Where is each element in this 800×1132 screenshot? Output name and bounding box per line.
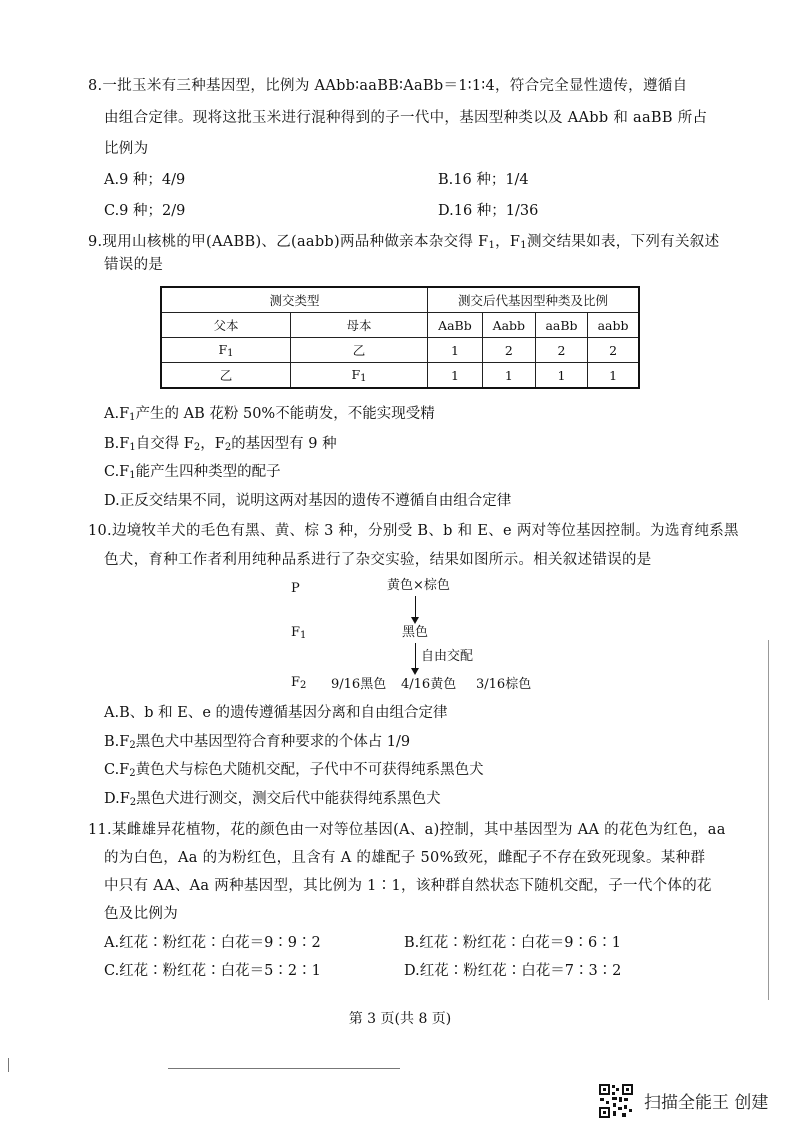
q9-option-b: $B.F_1$自交得 $F_2$，$F_2$的基因型有 9 种 — [104, 436, 337, 453]
cross-p-label: P — [291, 581, 300, 596]
cross-f1-label: $F_1$ — [291, 625, 307, 641]
cross-f2-black: 9/16黑色 — [331, 677, 387, 692]
table-cell: 1 — [588, 363, 639, 389]
q10-option-d: $D.F_2$黑色犬进行测交，测交后代中能获得纯系黑色犬 — [104, 791, 441, 808]
table-header-father: 父本 — [161, 313, 291, 338]
table-cell: 1 — [428, 338, 483, 363]
q11-line-1: 11.某雌雄异花植物，花的颜色由一对等位基因(A、a)控制，其中基因型为 AA 的花色为红色，aa — [88, 822, 726, 838]
q8-option-a: A.9 种；4/9 — [104, 172, 186, 188]
table-cell: $F_1$ — [291, 363, 428, 389]
q11-line-3: 中只有 AA、Aa 两种基因型，其比例为 1∶1，该种群自然状态下随机交配，子一代个体的花 — [104, 878, 712, 894]
q11-option-c: C.红花∶粉红花∶白花＝5∶2∶1 — [104, 963, 321, 979]
q11-option-a: A.红花∶粉红花∶白花＝9∶9∶2 — [104, 935, 321, 951]
cross-arrowhead-2 — [411, 668, 419, 675]
table-header-genotype: AaBb — [428, 313, 483, 338]
q8-line-3: 比例为 — [104, 141, 149, 157]
q11-option-b: B.红花∶粉红花∶白花＝9∶6∶1 — [404, 935, 621, 951]
q9-option-a: $A.F_1$产生的 AB 花粉 50%不能萌发，不能实现受精 — [104, 406, 435, 423]
cross-arrowhead-1 — [411, 617, 419, 624]
q10-option-a: A.B、b 和 E、e 的遗传遵循基因分离和自由组合定律 — [104, 705, 448, 721]
table-cell: 乙 — [161, 363, 291, 389]
q8-option-c: C.9 种；2/9 — [104, 203, 186, 219]
q9-line-2: 错误的是 — [104, 257, 164, 273]
table-header-type: 测交类型 — [161, 287, 428, 313]
q11-line-4: 色及比例为 — [104, 906, 178, 922]
table-cell: 1 — [428, 363, 483, 389]
table-cell: $F_1$ — [161, 338, 291, 363]
table-header-mother: 母本 — [291, 313, 428, 338]
bottom-rule — [168, 1068, 400, 1069]
q8-line-1: 8.一批玉米有三种基因型，比例为 AAbb∶aaBB∶AaBb＝1∶1∶4，符合完全显性遗传，遵循自 — [88, 78, 688, 94]
q10-option-b: $B.F_2$黑色犬中基因型符合育种要求的个体占 1/9 — [104, 734, 411, 751]
cross-mating-label: 自由交配 — [421, 649, 474, 664]
q9-option-d: D.正反交结果不同，说明这两对基因的遗传不遵循自由组合定律 — [104, 493, 512, 509]
table-cell: 2 — [588, 338, 639, 363]
table-cell: 乙 — [291, 338, 428, 363]
q9-line-1: 9.现用山核桃的甲(AABB)、乙(aabb)两品种做亲本杂交得 $F_1$，$F_1$测交结果如表，下列有关叙述 — [88, 234, 720, 251]
right-margin-rule — [768, 640, 769, 1000]
q8-option-b: B.16 种；1/4 — [438, 172, 529, 188]
cross-arrow-2 — [415, 643, 416, 669]
table-header-genotype: Aabb — [482, 313, 535, 338]
q11-line-2: 的为白色，Aa 的为粉红色，且含有 A 的雄配子 50%致死，雌配子不存在致死现象。某种群 — [104, 850, 706, 866]
table-cell: 1 — [535, 363, 587, 389]
table-header-genotype: aabb — [588, 313, 639, 338]
table-cell: 2 — [535, 338, 587, 363]
page-number: 第 3 页(共 8 页) — [348, 1011, 452, 1027]
q11-option-d: D.红花∶粉红花∶白花＝7∶3∶2 — [404, 963, 622, 979]
q10-line-2: 色犬，育种工作者利用纯种品系进行了杂交实验，结果如图所示。相关叙述错误的是 — [104, 552, 652, 568]
cross-f2-brown: 3/16棕色 — [476, 677, 532, 692]
cross-p-parents: 黄色×棕色 — [387, 578, 450, 593]
cross-arrow-1 — [415, 596, 416, 618]
left-margin-mark — [8, 1058, 9, 1072]
q8-line-2: 由组合定律。现将这批玉米进行混种得到的子一代中，基因型种类以及 AAbb 和 aaBB 所占 — [104, 110, 708, 126]
q10-line-1: 10.边境牧羊犬的毛色有黑、黄、棕 3 种，分别受 B、b 和 E、e 两对等位基因控制。为选育纯系黑 — [88, 523, 739, 539]
cross-f2-label: $F_2$ — [291, 675, 307, 691]
qr-code-icon — [598, 1083, 634, 1119]
table-header-result: 测交后代基因型种类及比例 — [428, 287, 640, 313]
q9-option-c: $C.F_1$能产生四种类型的配子 — [104, 464, 281, 481]
q8-option-d: D.16 种；1/36 — [438, 203, 539, 219]
table-row — [161, 363, 639, 389]
table-row — [161, 338, 639, 363]
table-cell: 2 — [482, 338, 535, 363]
q10-option-c: $C.F_2$黄色犬与棕色犬随机交配，子代中不可获得纯系黑色犬 — [104, 762, 484, 779]
scanner-brand-label: 扫描全能王 创建 — [644, 1093, 769, 1113]
cross-f2-yellow: 4/16黄色 — [401, 677, 457, 692]
testcross-table — [160, 286, 640, 389]
table-header-genotype: aaBb — [535, 313, 587, 338]
table-cell: 1 — [482, 363, 535, 389]
cross-f1-value: 黑色 — [402, 625, 429, 640]
